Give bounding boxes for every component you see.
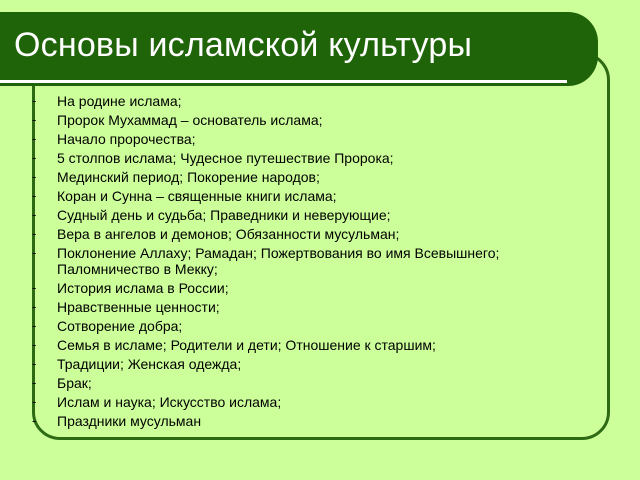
bullet-marker: - <box>32 169 37 184</box>
list-item-text: Поклонение Аллаху; Рамадан; Пожертвования во имя Всевышнего; Паломничество в Мекку; <box>57 245 500 277</box>
bullet-marker: - <box>32 226 37 241</box>
list-item <box>32 112 572 128</box>
topic-list <box>32 93 572 432</box>
list-item <box>32 280 572 296</box>
list-item <box>32 226 572 242</box>
bullet-marker: - <box>32 280 37 295</box>
bullet-marker: - <box>32 394 37 409</box>
list-item <box>32 188 572 204</box>
list-item-text: Вера в ангелов и демонов; Обязанности мусульман; <box>57 226 400 242</box>
list-item <box>32 337 572 353</box>
bullet-marker: - <box>32 207 37 222</box>
list-item-text: Пророк Мухаммад – основатель ислама; <box>57 112 323 128</box>
bullet-marker: - <box>32 93 37 108</box>
list-item <box>32 93 572 109</box>
title-underline <box>0 80 567 83</box>
bullet-marker: - <box>32 299 37 314</box>
bullet-marker: - <box>32 188 37 203</box>
list-item-text: Брак; <box>57 375 92 391</box>
bullet-marker: - <box>32 112 37 127</box>
list-item-text: Семья в исламе; Родители и дети; Отношение к старшим; <box>57 337 436 353</box>
list-item-text: Праздники мусульман <box>57 413 202 429</box>
list-item <box>32 150 572 166</box>
list-item-text: Сотворение добра; <box>57 318 183 334</box>
list-item <box>32 356 572 372</box>
bullet-marker: - <box>32 337 37 352</box>
list-item <box>32 375 572 391</box>
list-item <box>32 131 572 147</box>
bullet-marker: - <box>32 245 37 260</box>
list-item <box>32 394 572 410</box>
list-item <box>32 207 572 223</box>
list-item-text: На родине ислама; <box>57 93 182 109</box>
list-item-text: История ислама в России; <box>57 280 229 296</box>
list-item-text: Мединский период; Покорение народов; <box>57 169 320 185</box>
list-item <box>32 169 572 185</box>
list-item <box>32 299 572 315</box>
list-item <box>32 318 572 334</box>
list-item <box>32 413 572 429</box>
bullet-marker: - <box>32 413 37 428</box>
bullet-marker: - <box>32 150 37 165</box>
bullet-marker: - <box>32 318 37 333</box>
list-item-text: Традиции; Женская одежда; <box>57 356 242 372</box>
list-item-text: Нравственные ценности; <box>57 299 220 315</box>
bullet-marker: - <box>32 375 37 390</box>
list-item <box>32 245 572 277</box>
bullet-marker: - <box>32 131 37 146</box>
list-item-text: Судный день и судьба; Праведники и неверующие; <box>57 207 391 223</box>
list-item-text: Коран и Сунна – священные книги ислама; <box>57 188 337 204</box>
list-item-text: 5 столпов ислама; Чудесное путешествие Пророка; <box>57 150 394 166</box>
list-item-text: Ислам и наука; Искусство ислама; <box>57 394 282 410</box>
slide-title: Основы исламской культуры <box>14 26 473 64</box>
bullet-marker: - <box>32 356 37 371</box>
list-item-text: Начало пророчества; <box>57 131 196 147</box>
